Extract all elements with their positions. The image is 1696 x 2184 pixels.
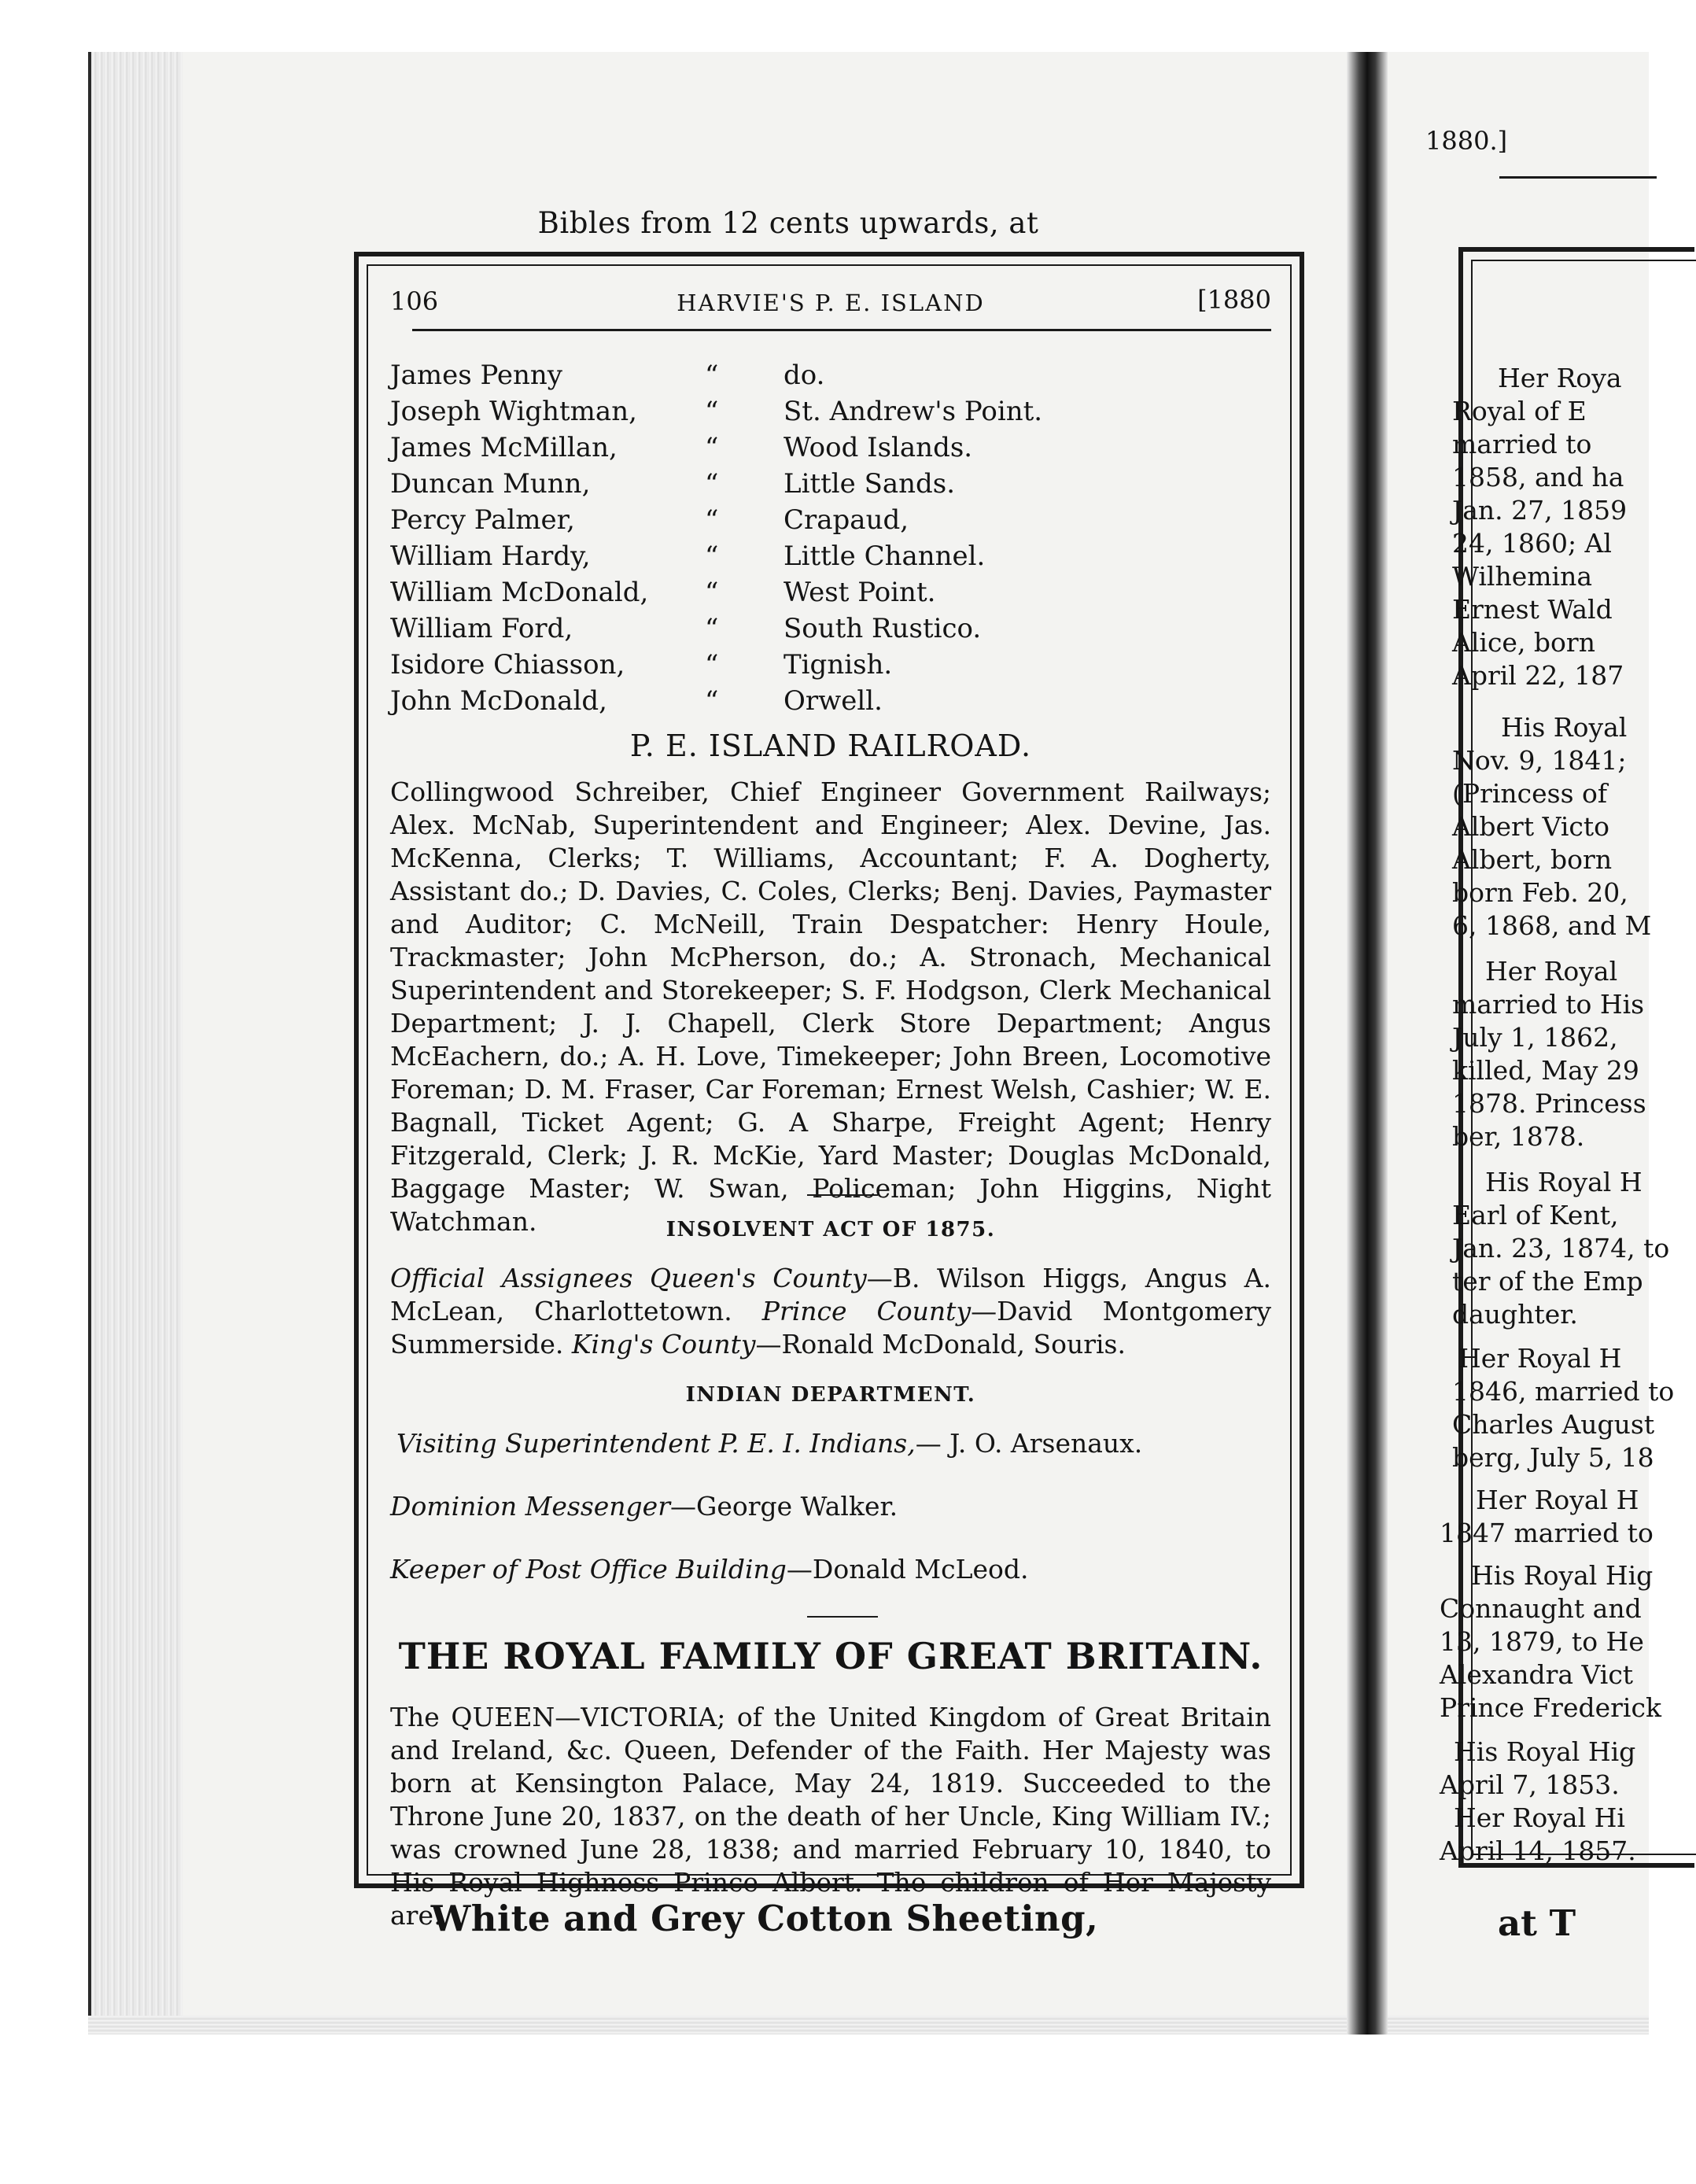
post-office-keeper (390, 1553, 1271, 1586)
right-text-line: Nov. 9, 1841; (1452, 745, 1627, 776)
right-text-line: berg, July 5, 18 (1452, 1442, 1654, 1473)
visiting-label: Visiting Superintendent P. E. I. Indians, (396, 1428, 916, 1459)
right-text-line: His Royal H (1485, 1167, 1643, 1197)
insolvent-label-queens: Official Assignees Queen's County (390, 1263, 867, 1293)
list-item-name: Duncan Munn, (390, 468, 591, 500)
right-text-line: 1878. Princess (1452, 1088, 1646, 1119)
book-page-edges (88, 52, 186, 2035)
list-item-name: James Penny (390, 360, 562, 391)
insolvent-heading: INSOLVENT ACT OF 1875. (665, 1218, 996, 1241)
right-text-line: ber, 1878. (1452, 1121, 1585, 1152)
header-year: [1880 (1197, 285, 1271, 315)
visiting-value: — J. O. Arsenaux. (915, 1428, 1143, 1459)
right-text-line: Albert Victo (1452, 811, 1609, 842)
top-advertisement: Bibles from 12 cents upwards, at (537, 206, 1039, 240)
list-item (390, 357, 1271, 393)
right-text-line: born Feb. 20, (1452, 877, 1628, 908)
right-text-line: July 1, 1862, (1452, 1022, 1618, 1053)
right-text-line: Ernest Wald (1452, 594, 1613, 625)
list-item-place: Orwell. (783, 685, 883, 717)
list-item-place: St. Andrew's Point. (783, 396, 1043, 427)
header-rule (412, 329, 1271, 331)
right-text-line: 6, 1868, and M (1452, 910, 1652, 941)
insolvent-value-kings: —Ronald McDonald, Souris. (755, 1329, 1126, 1359)
right-text-line: Connaught and (1440, 1593, 1642, 1624)
visiting-superintendent (390, 1427, 1271, 1460)
ditto-mark: “ (705, 504, 719, 536)
list-item-name: William Ford, (390, 613, 573, 644)
ditto-mark: “ (705, 649, 719, 681)
right-text-line: Royal of E (1452, 396, 1587, 426)
officer-list (390, 357, 1271, 719)
right-text-line: Albert, born (1452, 844, 1613, 875)
book-gutter (1347, 52, 1388, 2035)
insolvent-paragraph (390, 1262, 1271, 1361)
ditto-mark: “ (705, 432, 719, 463)
right-text-line: (Princess of (1452, 778, 1608, 809)
list-item-place: South Rustico. (783, 613, 982, 644)
list-item-place: Tignish. (783, 649, 893, 681)
keeper-label: Keeper of Post Office Building (390, 1554, 787, 1585)
ditto-mark: “ (705, 540, 719, 572)
right-text-line: married to (1452, 429, 1592, 459)
right-text-line: Alice, born (1452, 627, 1595, 658)
right-text-line: Her Royal (1485, 956, 1618, 987)
running-title: HARVIE'S P. E. ISLAND (677, 290, 985, 316)
list-item-name: Isidore Chiasson, (390, 649, 625, 681)
right-text-line: Alexandra Vict (1440, 1659, 1634, 1690)
list-item (390, 647, 1271, 683)
right-text-line: ter of the Emp (1452, 1266, 1643, 1297)
list-item-name: Percy Palmer, (390, 504, 575, 536)
ditto-mark: “ (705, 685, 719, 717)
list-item-place: West Point. (783, 577, 936, 608)
right-text-line: 24, 1860; Al (1452, 528, 1612, 559)
list-item-place: Wood Islands. (783, 432, 973, 463)
ditto-mark: “ (705, 613, 719, 644)
dominion-messenger (390, 1490, 1271, 1523)
list-item-place: Crapaud, (783, 504, 909, 536)
railroad-heading: P. E. ISLAND RAILROAD. (629, 729, 1032, 763)
right-text-line: 1846, married to (1452, 1376, 1675, 1407)
right-text-line: Her Royal H (1458, 1343, 1622, 1374)
list-item-name: William Hardy, (390, 540, 591, 572)
right-running-header: 1880.] (1425, 126, 1508, 156)
royal-family-heading: THE ROYAL FAMILY OF GREAT BRITAIN. (398, 1635, 1263, 1677)
list-item (390, 538, 1271, 574)
insolvent-value-prince: —David Montgomery Summerside. (390, 1296, 1271, 1359)
list-item (390, 466, 1271, 502)
right-text-line: April 22, 187 (1452, 660, 1624, 691)
right-text-line: Her Royal H (1476, 1485, 1639, 1515)
ditto-mark: “ (705, 360, 719, 391)
list-item (390, 683, 1271, 719)
running-header (390, 266, 1271, 321)
right-text-line: Wilhemina (1452, 561, 1593, 592)
messenger-value: —George Walker. (670, 1491, 898, 1522)
right-text-line: killed, May 29 (1452, 1055, 1639, 1086)
right-text-line: 13, 1879, to He (1440, 1626, 1644, 1657)
right-text-line: daughter. (1452, 1299, 1578, 1330)
indian-heading: INDIAN DEPARTMENT. (685, 1383, 976, 1407)
section-divider (807, 1616, 878, 1618)
left-page (183, 52, 1347, 2016)
section-divider (807, 1194, 878, 1196)
right-text-line: His Royal Hig (1454, 1736, 1636, 1767)
list-item (390, 430, 1271, 466)
book-bottom-edge (88, 2016, 1649, 2035)
right-text-line: 1858, and ha (1452, 462, 1624, 493)
right-text-line: Her Roya (1498, 363, 1622, 393)
right-text-line: April 7, 1853. (1440, 1769, 1620, 1800)
list-item (390, 574, 1271, 611)
insolvent-value-queens: —B. Wilson Higgs, Angus A. McLean, Charlottetown. (390, 1263, 1271, 1326)
bottom-advertisement: White and Grey Cotton Sheeting, (430, 1898, 1099, 1939)
page-number: 106 (390, 286, 439, 316)
list-item (390, 611, 1271, 647)
right-text-line: Jan. 27, 1859 (1452, 495, 1628, 526)
right-page (1388, 52, 1675, 2016)
right-text-line: Her Royal Hi (1454, 1802, 1625, 1833)
ditto-mark: “ (705, 468, 719, 500)
right-text-line: Prince Frederick (1440, 1692, 1661, 1723)
right-text-line: Earl of Kent, (1452, 1200, 1619, 1230)
list-item-name: John McDonald, (390, 685, 607, 717)
list-item-place: do. (783, 360, 825, 391)
right-text-line: Jan. 23, 1874, to (1452, 1233, 1670, 1264)
list-item-place: Little Sands. (783, 468, 956, 500)
right-text-line: His Royal Hig (1471, 1560, 1654, 1591)
right-text-line: His Royal (1501, 712, 1628, 743)
right-text-line: 1847 married to (1440, 1518, 1654, 1548)
messenger-label: Dominion Messenger (390, 1491, 670, 1522)
right-text-line: Charles August (1452, 1409, 1655, 1440)
list-item-name: William McDonald, (390, 577, 649, 608)
right-header-rule (1499, 176, 1657, 179)
keeper-value: —Donald McLeod. (786, 1554, 1029, 1585)
right-text-line: married to His (1452, 989, 1645, 1020)
insolvent-label-kings: King's County (571, 1329, 756, 1359)
royal-family-paragraph: The QUEEN—VICTORIA; of the United Kingdom of Great Britain and Ireland, &c. Queen, Defender of the Faith. Her Majesty was born at Kensington Palace, May 24, 1819. Succeeded to the Throne June 20, 1837, on the death of her Uncle, King William IV.; was crowned June 28, 1838; and married February 10, 1840, to His Royal Highness Prince Albert. The children of Her Majesty are: (390, 1702, 1271, 1931)
list-item-place: Little Channel. (783, 540, 986, 572)
list-item (390, 502, 1271, 538)
railroad-paragraph: Collingwood Schreiber, Chief Engineer Government Railways; Alex. McNab, Superintendent and Engineer; Alex. Devine, Jas. McKenna, Clerks; T. Williams, Accountant; F. A. Dogherty, Assistant do.; D. Davies, C. Coles, Clerks; Benj. Davies, Paymaster and Auditor; C. McNeill, Train Despatcher: Henry Houle, Trackmaster; John McPherson, do.; A. Stronach, Mechanical Superintendent and Storekeeper; S. F. Hodgson, Clerk Mechanical Department; J. J. Chapell, Clerk Store Department; Angus McEachern, do.; A. H. Love, Timekeeper; John Breen, Locomotive Foreman; D. M. Fraser, Car Foreman; Ernest Welsh, Cashier; W. E. Bagnall, Ticket Agent; G. A Sharpe, Freight Agent; Henry Fitzgerald, Clerk; J. R. McKie, Yard Master; Douglas McDonald, Baggage Master; W. Swan, Policeman; John Higgins, Night Watchman. (390, 777, 1271, 1237)
insolvent-label-prince: Prince County (761, 1296, 972, 1326)
list-item-name: Joseph Wightman, (390, 396, 637, 427)
right-text-line: April 14, 1857. (1440, 1835, 1636, 1866)
right-bottom-advertisement: at T (1498, 1902, 1576, 1944)
list-item-name: James McMillan, (390, 432, 618, 463)
list-item (390, 393, 1271, 430)
ditto-mark: “ (705, 396, 719, 427)
ditto-mark: “ (705, 577, 719, 608)
